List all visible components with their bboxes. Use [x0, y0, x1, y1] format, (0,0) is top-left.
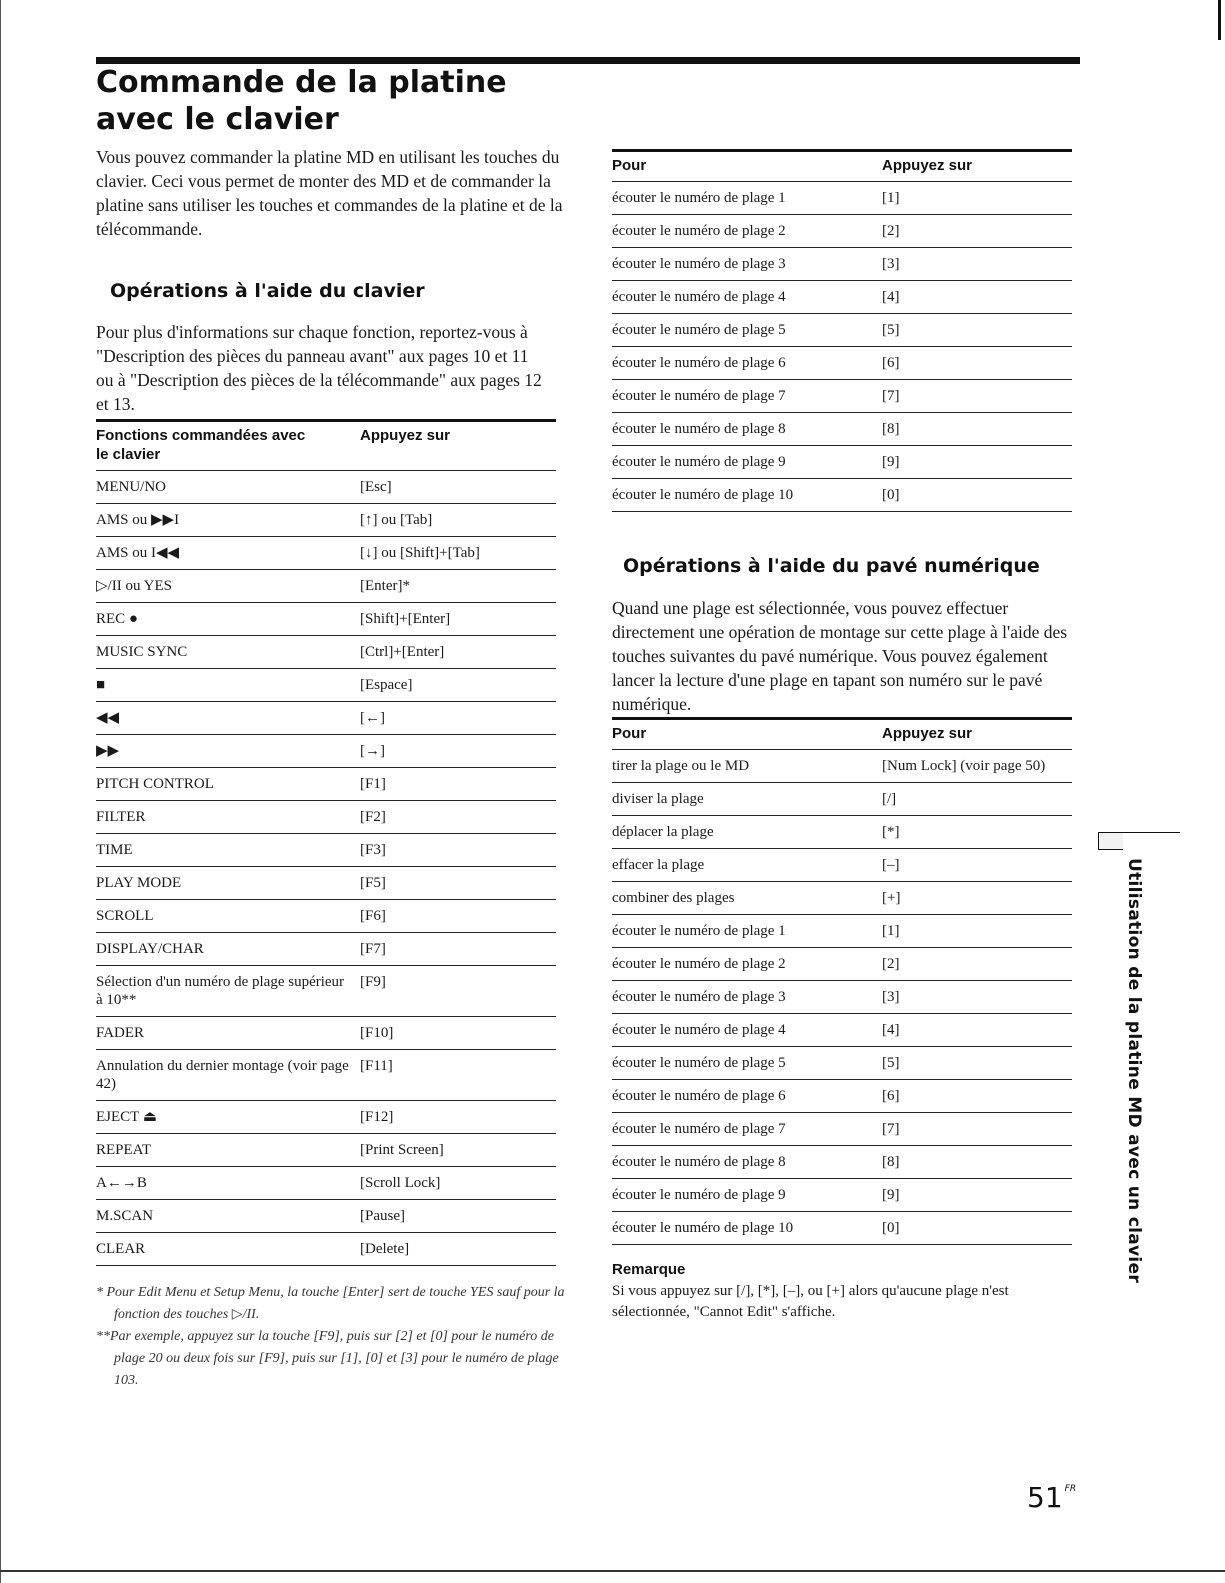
row-key: [*] — [882, 816, 1072, 849]
row-action: écouter le numéro de plage 4 — [612, 281, 882, 314]
intro-paragraph: Vous pouvez commander la platine MD en utilisant les touches du clavier. Ceci vous permet de monter des MD et de commander la platine sans utiliser les touches et commandes de la platine et de la télécommande. — [96, 147, 563, 239]
row-action: ◀◀ — [96, 702, 360, 735]
row-key: [F1] — [360, 768, 556, 801]
table-row — [612, 1113, 1072, 1146]
row-key: [Print Screen] — [360, 1134, 556, 1167]
row-key: [/] — [882, 783, 1072, 816]
table-row — [96, 504, 556, 537]
table-row — [612, 1146, 1072, 1179]
table-row — [96, 1200, 556, 1233]
keyboard-functions-table — [96, 419, 556, 1266]
row-action: écouter le numéro de plage 1 — [612, 915, 882, 948]
table-row — [612, 981, 1072, 1014]
table-row — [612, 1047, 1072, 1080]
row-action: ▶▶ — [96, 735, 360, 768]
page-title-line1: Commande de la platine — [96, 65, 507, 100]
table-row — [96, 801, 556, 834]
row-action: Annulation du dernier montage (voir page 42) — [96, 1050, 360, 1101]
row-action: écouter le numéro de plage 9 — [612, 446, 882, 479]
remark-title: Remarque — [612, 1261, 686, 1278]
row-action: TIME — [96, 834, 360, 867]
row-key: [1] — [882, 182, 1072, 215]
row-key: [F12] — [360, 1101, 556, 1134]
table-row — [96, 1134, 556, 1167]
numpad-keys-table — [612, 717, 1072, 1245]
row-key: [5] — [882, 1047, 1072, 1080]
section2-heading: Opérations à l'aide du pavé numérique — [623, 555, 1040, 577]
table-row — [612, 948, 1072, 981]
row-key: [←] — [360, 702, 556, 735]
page-edge-right — [1218, 0, 1221, 40]
row-key: [6] — [882, 1080, 1072, 1113]
row-key: [8] — [882, 413, 1072, 446]
table-row — [612, 915, 1072, 948]
table-row — [96, 966, 556, 1017]
row-action: AMS ou I◀◀ — [96, 537, 360, 570]
row-action: MUSIC SYNC — [96, 636, 360, 669]
row-action: A←→B — [96, 1167, 360, 1200]
table-row — [96, 834, 556, 867]
table-row — [612, 248, 1072, 281]
row-action: écouter le numéro de plage 5 — [612, 314, 882, 347]
row-action: FADER — [96, 1017, 360, 1050]
row-action: M.SCAN — [96, 1200, 360, 1233]
row-action: déplacer la plage — [612, 816, 882, 849]
section1-heading: Opérations à l'aide du clavier — [110, 280, 425, 302]
table-header-keys: Appuyez sur — [360, 421, 556, 471]
table-row — [612, 816, 1072, 849]
side-tab-label: Utilisation de la platine MD avec un clavier — [1124, 858, 1144, 1284]
row-action: écouter le numéro de plage 1 — [612, 182, 882, 215]
row-key: [3] — [882, 981, 1072, 1014]
table-row — [96, 1017, 556, 1050]
row-action: écouter le numéro de plage 6 — [612, 347, 882, 380]
page-title — [96, 64, 507, 138]
table-row — [96, 636, 556, 669]
row-action: écouter le numéro de plage 9 — [612, 1179, 882, 1212]
table-row — [612, 783, 1072, 816]
row-action: AMS ou ▶▶I — [96, 504, 360, 537]
row-action: écouter le numéro de plage 8 — [612, 1146, 882, 1179]
table-row — [612, 182, 1072, 215]
row-action: écouter le numéro de plage 4 — [612, 1014, 882, 1047]
row-action: écouter le numéro de plage 6 — [612, 1080, 882, 1113]
table-row — [96, 1050, 556, 1101]
row-action: écouter le numéro de plage 7 — [612, 1113, 882, 1146]
table-row — [612, 849, 1072, 882]
page-lang: FR — [1064, 1484, 1077, 1494]
row-action: écouter le numéro de plage 3 — [612, 981, 882, 1014]
table-row — [96, 900, 556, 933]
page-edge-left — [0, 0, 1, 1583]
table-row — [612, 1014, 1072, 1047]
row-key: [4] — [882, 281, 1072, 314]
row-action: ▷/II ou YES — [96, 570, 360, 603]
section2-paragraph: Quand une plage est sélectionnée, vous pouvez effectuer directement une opération de montage sur cette plage à l'aide des touches suivantes du pavé numérique. Vous pouvez également lancer la lecture d'une plage en tapant son numéro sur le pavé numérique. — [612, 598, 1068, 714]
row-action: écouter le numéro de plage 10 — [612, 1212, 882, 1245]
row-key: [6] — [882, 347, 1072, 380]
row-key: [2] — [882, 215, 1072, 248]
row-key: [9] — [882, 1179, 1072, 1212]
row-key: [F6] — [360, 900, 556, 933]
table-row — [612, 1212, 1072, 1245]
row-key: [7] — [882, 1113, 1072, 1146]
row-key: [Enter]* — [360, 570, 556, 603]
row-action: écouter le numéro de plage 5 — [612, 1047, 882, 1080]
row-key: [0] — [882, 479, 1072, 512]
footnotes — [96, 1282, 566, 1392]
row-action: REPEAT — [96, 1134, 360, 1167]
row-key: [Scroll Lock] — [360, 1167, 556, 1200]
table-row — [612, 281, 1072, 314]
table-row — [96, 537, 556, 570]
row-action: effacer la plage — [612, 849, 882, 882]
row-key: [+] — [882, 882, 1072, 915]
table-row — [96, 735, 556, 768]
table-row — [96, 867, 556, 900]
row-action: tirer la plage ou le MD — [612, 750, 882, 783]
row-action: écouter le numéro de plage 2 — [612, 948, 882, 981]
row-key: [→] — [360, 735, 556, 768]
row-key: [–] — [882, 849, 1072, 882]
table-row — [612, 750, 1072, 783]
row-key: [F5] — [360, 867, 556, 900]
row-action: EJECT ⏏ — [96, 1101, 360, 1134]
top-rule — [96, 57, 1080, 64]
table-row — [96, 1233, 556, 1266]
row-key: [↑] ou [Tab] — [360, 504, 556, 537]
row-key: [7] — [882, 380, 1072, 413]
table-row — [612, 314, 1072, 347]
track-keys-table — [612, 149, 1072, 512]
page-title-line2: avec le clavier — [96, 102, 339, 137]
table-row — [612, 479, 1072, 512]
row-action: Sélection d'un numéro de plage supérieur à 10** — [96, 966, 360, 1017]
row-key: [Espace] — [360, 669, 556, 702]
row-action: écouter le numéro de plage 3 — [612, 248, 882, 281]
footnote-1: * Pour Edit Menu et Setup Menu, la touche [Enter] sert de touche YES sauf pour la fonction des touches ▷/II. — [96, 1285, 565, 1322]
row-key: [F10] — [360, 1017, 556, 1050]
row-key: [3] — [882, 248, 1072, 281]
table-header-keys: Appuyez sur — [882, 151, 1072, 182]
row-action: écouter le numéro de plage 7 — [612, 380, 882, 413]
table-header-functions: Fonctions commandées avec le clavier — [96, 421, 360, 471]
row-key: [Num Lock] (voir page 50) — [882, 750, 1072, 783]
row-action: écouter le numéro de plage 8 — [612, 413, 882, 446]
page-number — [1027, 1481, 1076, 1514]
table-row — [612, 215, 1072, 248]
row-action: combiner des plages — [612, 882, 882, 915]
row-key: [F7] — [360, 933, 556, 966]
table-row — [612, 380, 1072, 413]
row-key: [↓] ou [Shift]+[Tab] — [360, 537, 556, 570]
row-action: CLEAR — [96, 1233, 360, 1266]
row-action: MENU/NO — [96, 471, 360, 504]
row-action: FILTER — [96, 801, 360, 834]
row-key: [F2] — [360, 801, 556, 834]
row-key: [9] — [882, 446, 1072, 479]
table-row — [612, 1080, 1072, 1113]
table-row — [96, 669, 556, 702]
page-bottom-edge — [0, 1570, 1225, 1572]
side-tab-marker — [1098, 832, 1180, 851]
table-row — [612, 347, 1072, 380]
row-key: [Ctrl]+[Enter] — [360, 636, 556, 669]
table-row — [612, 413, 1072, 446]
table-row — [96, 768, 556, 801]
row-key: [Pause] — [360, 1200, 556, 1233]
page-number-value: 51 — [1027, 1481, 1063, 1514]
row-action: écouter le numéro de plage 2 — [612, 215, 882, 248]
remark-text: Si vous appuyez sur [/], [*], [–], ou [+] alors qu'aucune plage n'est sélectionnée, "Cannot Edit" s'affiche. — [612, 1283, 1009, 1320]
row-key: [F3] — [360, 834, 556, 867]
row-action: DISPLAY/CHAR — [96, 933, 360, 966]
footnote-2: **Par exemple, appuyez sur la touche [F9], puis sur [2] et [0] pour le numéro de plage 20 ou deux fois sur [F9], puis sur [1], [0] et [3] pour le numéro de plage 103. — [96, 1329, 559, 1388]
row-key: [Shift]+[Enter] — [360, 603, 556, 636]
table-row — [96, 1101, 556, 1134]
table-row — [96, 1167, 556, 1200]
row-key: [Esc] — [360, 471, 556, 504]
table-row — [612, 882, 1072, 915]
row-action: écouter le numéro de plage 10 — [612, 479, 882, 512]
row-key: [8] — [882, 1146, 1072, 1179]
table-row — [96, 603, 556, 636]
row-action: REC ● — [96, 603, 360, 636]
table-row — [96, 933, 556, 966]
row-action: PITCH CONTROL — [96, 768, 360, 801]
row-key: [5] — [882, 314, 1072, 347]
row-key: [F9] — [360, 966, 556, 1017]
table-row — [612, 1179, 1072, 1212]
row-key: [Delete] — [360, 1233, 556, 1266]
table-row — [612, 446, 1072, 479]
row-action: PLAY MODE — [96, 867, 360, 900]
row-action: ■ — [96, 669, 360, 702]
table-header-action: Pour — [612, 151, 882, 182]
table-header-action: Pour — [612, 719, 882, 750]
table-row — [96, 702, 556, 735]
row-key: [2] — [882, 948, 1072, 981]
row-key: [0] — [882, 1212, 1072, 1245]
table-row — [96, 570, 556, 603]
table-row — [96, 471, 556, 504]
row-key: [F11] — [360, 1050, 556, 1101]
row-key: [1] — [882, 915, 1072, 948]
row-key: [4] — [882, 1014, 1072, 1047]
row-action: diviser la plage — [612, 783, 882, 816]
row-action: SCROLL — [96, 900, 360, 933]
section1-paragraph: Pour plus d'informations sur chaque fonction, reportez-vous à "Description des pièces du panneau avant" aux pages 10 et 11 ou à "Description des pièces de la télécommande" aux pages 12 et 13. — [96, 322, 542, 414]
table-header-keys: Appuyez sur — [882, 719, 1072, 750]
